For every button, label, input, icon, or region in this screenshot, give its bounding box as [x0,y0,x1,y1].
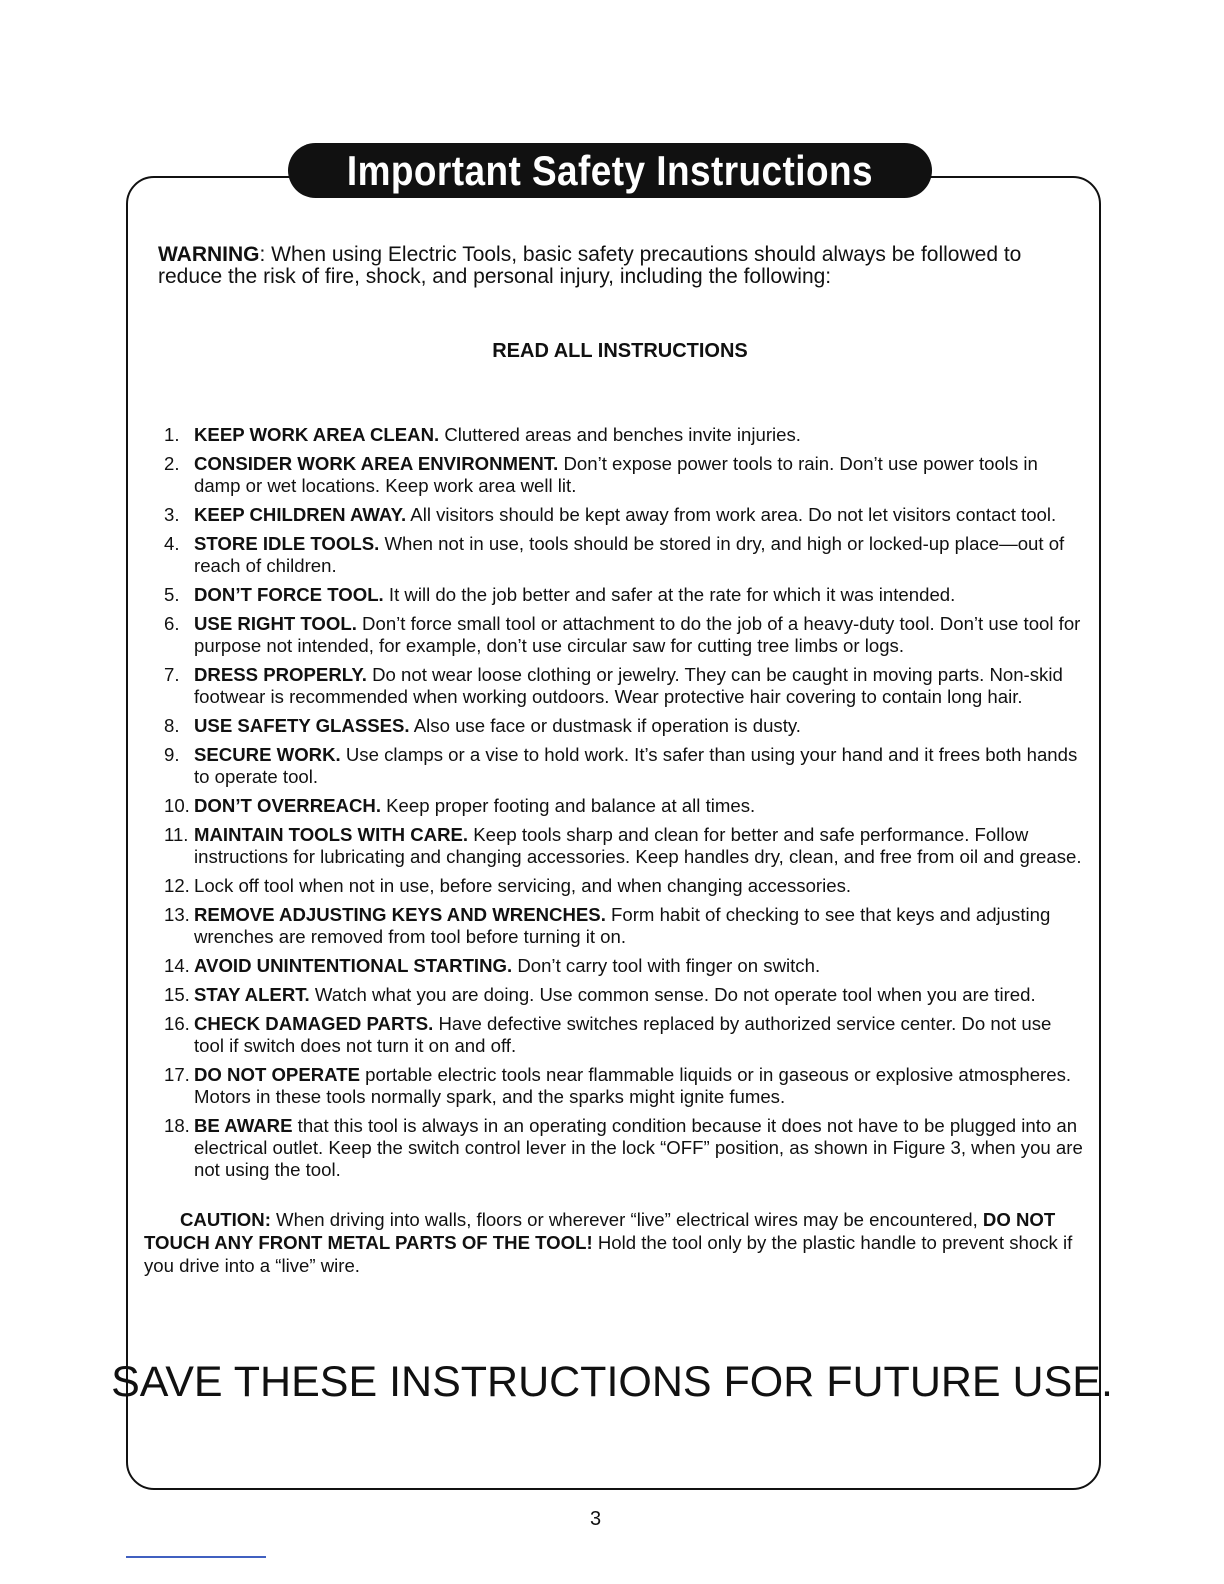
list-item [150,504,1086,526]
list-item-heading: USE SAFETY GLASSES. [194,715,410,736]
list-item-heading: SECURE WORK. [194,744,341,765]
list-item-body [192,904,1086,948]
list-item [150,955,1086,977]
page-title: Important Safety Instructions [346,146,874,194]
list-item-text: Form habit of checking to see that keys and adjusting wrenches are removed from tool before turning it on. [194,904,1051,947]
caution-text-2: Hold the tool only by the plastic handle to prevent shock if you drive into a “live” wire. [144,1232,1073,1276]
list-item-body [192,504,1086,526]
list-item-body [192,453,1086,497]
list-item-number [150,795,192,817]
list-item-number-text: 13. [164,904,190,925]
list-item-number-text: 9. [164,744,180,765]
list-item-body [192,1013,1086,1057]
title-banner [288,143,932,198]
list-item-number [150,664,192,708]
list-item-number [150,533,192,577]
list-item-number [150,453,192,497]
list-item [150,1115,1086,1181]
page-number: 3 [590,1508,602,1530]
warning-text: : When using Electric Tools, basic safety precautions should always be followed to reduce the risk of fire, shock, and personal injury, including the following: [158,243,1022,288]
list-item-text: Keep tools sharp and clean for better and safe performance. Follow instructions for lubricating and changing accessories. Keep handles dry, clean, and free from oil and grease. [194,824,1082,867]
list-item [150,533,1086,577]
list-item-body [192,584,1086,606]
list-item-number-text: 14. [164,955,190,976]
list-item-number-text: 1. [164,424,180,445]
list-item-body [192,875,1086,897]
list-item-body [192,1064,1086,1108]
list-item [150,715,1086,737]
list-item-number-text: 4. [164,533,180,554]
list-item-number-text: 12. [164,875,190,896]
list-item-body [192,824,1086,868]
list-item [150,875,1086,897]
list-item [150,664,1086,708]
instruction-list [150,424,1086,1188]
list-item-number [150,904,192,948]
list-item-text: Also use face or dustmask if operation is dusty. [409,715,801,736]
caution-text-1: When driving into walls, floors or wherever “live” electrical wires may be encountered, [270,1209,983,1230]
list-item-number-text: 17. [164,1064,190,1085]
list-item-text: Have defective switches replaced by authorized service center. Do not use tool if switch does not turn it on and off. [194,1013,1052,1056]
list-item-number-text: 3. [164,504,180,525]
list-item [150,795,1086,817]
list-item-heading: KEEP CHILDREN AWAY. [194,504,407,525]
list-item [150,1013,1086,1057]
list-item-heading: KEEP WORK AREA CLEAN. [194,424,440,445]
list-item-heading: DON’T OVERREACH. [194,795,381,816]
caution-label: CAUTION: [180,1209,271,1230]
list-item-number-text: 18. [164,1115,190,1136]
list-item-body [192,955,1086,977]
list-item-heading: STORE IDLE TOOLS. [194,533,380,554]
list-item-text: All visitors should be kept away from work area. Do not let visitors contact tool. [406,504,1057,525]
list-item-number-text: 6. [164,613,180,634]
list-item [150,1064,1086,1108]
list-item-heading: BE AWARE [194,1115,293,1136]
list-item-body [192,715,1086,737]
list-item-number [150,744,192,788]
list-item-heading: USE RIGHT TOOL. [194,613,357,634]
list-item-number [150,1013,192,1057]
caution-paragraph [144,1208,1086,1277]
list-item-number-text: 10. [164,795,190,816]
list-item-body [192,424,1086,446]
list-item-heading: DO NOT OPERATE [194,1064,360,1085]
list-item-number-text: 8. [164,715,180,736]
read-all-heading: READ ALL INSTRUCTIONS [492,340,748,362]
list-item [150,984,1086,1006]
list-item-number [150,984,192,1006]
list-item-body [192,533,1086,577]
list-item-number-text: 2. [164,453,180,474]
list-item-text: It will do the job better and safer at the rate for which it was intended. [383,584,956,605]
list-item-number-text: 15. [164,984,190,1005]
list-item-number [150,824,192,868]
list-item-number [150,1115,192,1181]
list-item-heading: CONSIDER WORK AREA ENVIRONMENT. [194,453,559,474]
list-item-number-text: 16. [164,1013,190,1034]
caution-bold: DO NOT TOUCH ANY FRONT METAL PARTS OF THE TOOL! [144,1209,1056,1253]
list-item-number-text: 7. [164,664,180,685]
list-item-number-text: 5. [164,584,180,605]
list-item [150,584,1086,606]
list-item-body [192,613,1086,657]
list-item-heading: DRESS PROPERLY. [194,664,367,685]
list-item-text: Keep proper footing and balance at all times. [380,795,756,816]
list-item-text: When not in use, tools should be stored in dry, and high or locked-up place—out of reach of children. [194,533,1065,576]
list-item-number [150,613,192,657]
list-item [150,904,1086,948]
list-item-text: Do not wear loose clothing or jewelry. They can be caught in moving parts. Non-skid footwear is recommended when working outdoors. Wear protective hair covering to contain long hair. [194,664,1063,707]
footer-rule [126,1556,266,1558]
list-item-text: Don’t carry tool with finger on switch. [512,955,821,976]
list-item [150,424,1086,446]
list-item [150,613,1086,657]
list-item-body [192,984,1086,1006]
list-item-number [150,424,192,446]
list-item-text: Don’t expose power tools to rain. Don’t use power tools in damp or wet locations. Keep work area well lit. [194,453,1038,496]
list-item [150,453,1086,497]
list-item-heading: STAY ALERT. [194,984,310,1005]
list-item-number-text: 11. [164,824,189,845]
list-item-heading: CHECK DAMAGED PARTS. [194,1013,434,1034]
list-item-number [150,1064,192,1108]
list-item-number [150,955,192,977]
list-item-heading: MAINTAIN TOOLS WITH CARE. [194,824,469,845]
list-item [150,824,1086,868]
warning-label: WARNING [158,243,260,266]
list-item-body [192,744,1086,788]
warning-paragraph [158,244,1058,288]
list-item-text: Don’t force small tool or attachment to do the job of a heavy-duty tool. Don’t use tool for purpose not intended, for example, don’t use circular saw for cutting tree limbs or logs. [194,613,1081,656]
list-item-heading: REMOVE ADJUSTING KEYS AND WRENCHES. [194,904,606,925]
list-item-number [150,504,192,526]
list-item-text: Lock off tool when not in use, before servicing, and when changing accessories. [194,875,852,896]
save-instructions-banner: SAVE THESE INSTRUCTIONS FOR FUTURE USE. [111,1358,1113,1406]
list-item-body [192,664,1086,708]
list-item-text: Use clamps or a vise to hold work. It’s safer than using your hand and it frees both hands to operate tool. [194,744,1078,787]
list-item-text: Watch what you are doing. Use common sense. Do not operate tool when you are tired. [309,984,1036,1005]
list-item-body [192,795,1086,817]
list-item-heading: DON’T FORCE TOOL. [194,584,384,605]
list-item-number [150,584,192,606]
list-item-text: Cluttered areas and benches invite injuries. [439,424,801,445]
list-item-text: portable electric tools near flammable liquids or in gaseous or explosive atmospheres. Motors in these tools normally spark, and the sparks might ignite fumes. [194,1064,1072,1107]
list-item-text: that this tool is always in an operating condition because it does not have to be plugged into an electrical outlet. Keep the switch control lever in the lock “OFF” position, as shown in Figure 3, when you are not using the tool. [194,1115,1083,1180]
list-item-heading: AVOID UNINTENTIONAL STARTING. [194,955,513,976]
list-item [150,744,1086,788]
list-item-number [150,875,192,897]
list-item-body [192,1115,1086,1181]
list-item-number [150,715,192,737]
